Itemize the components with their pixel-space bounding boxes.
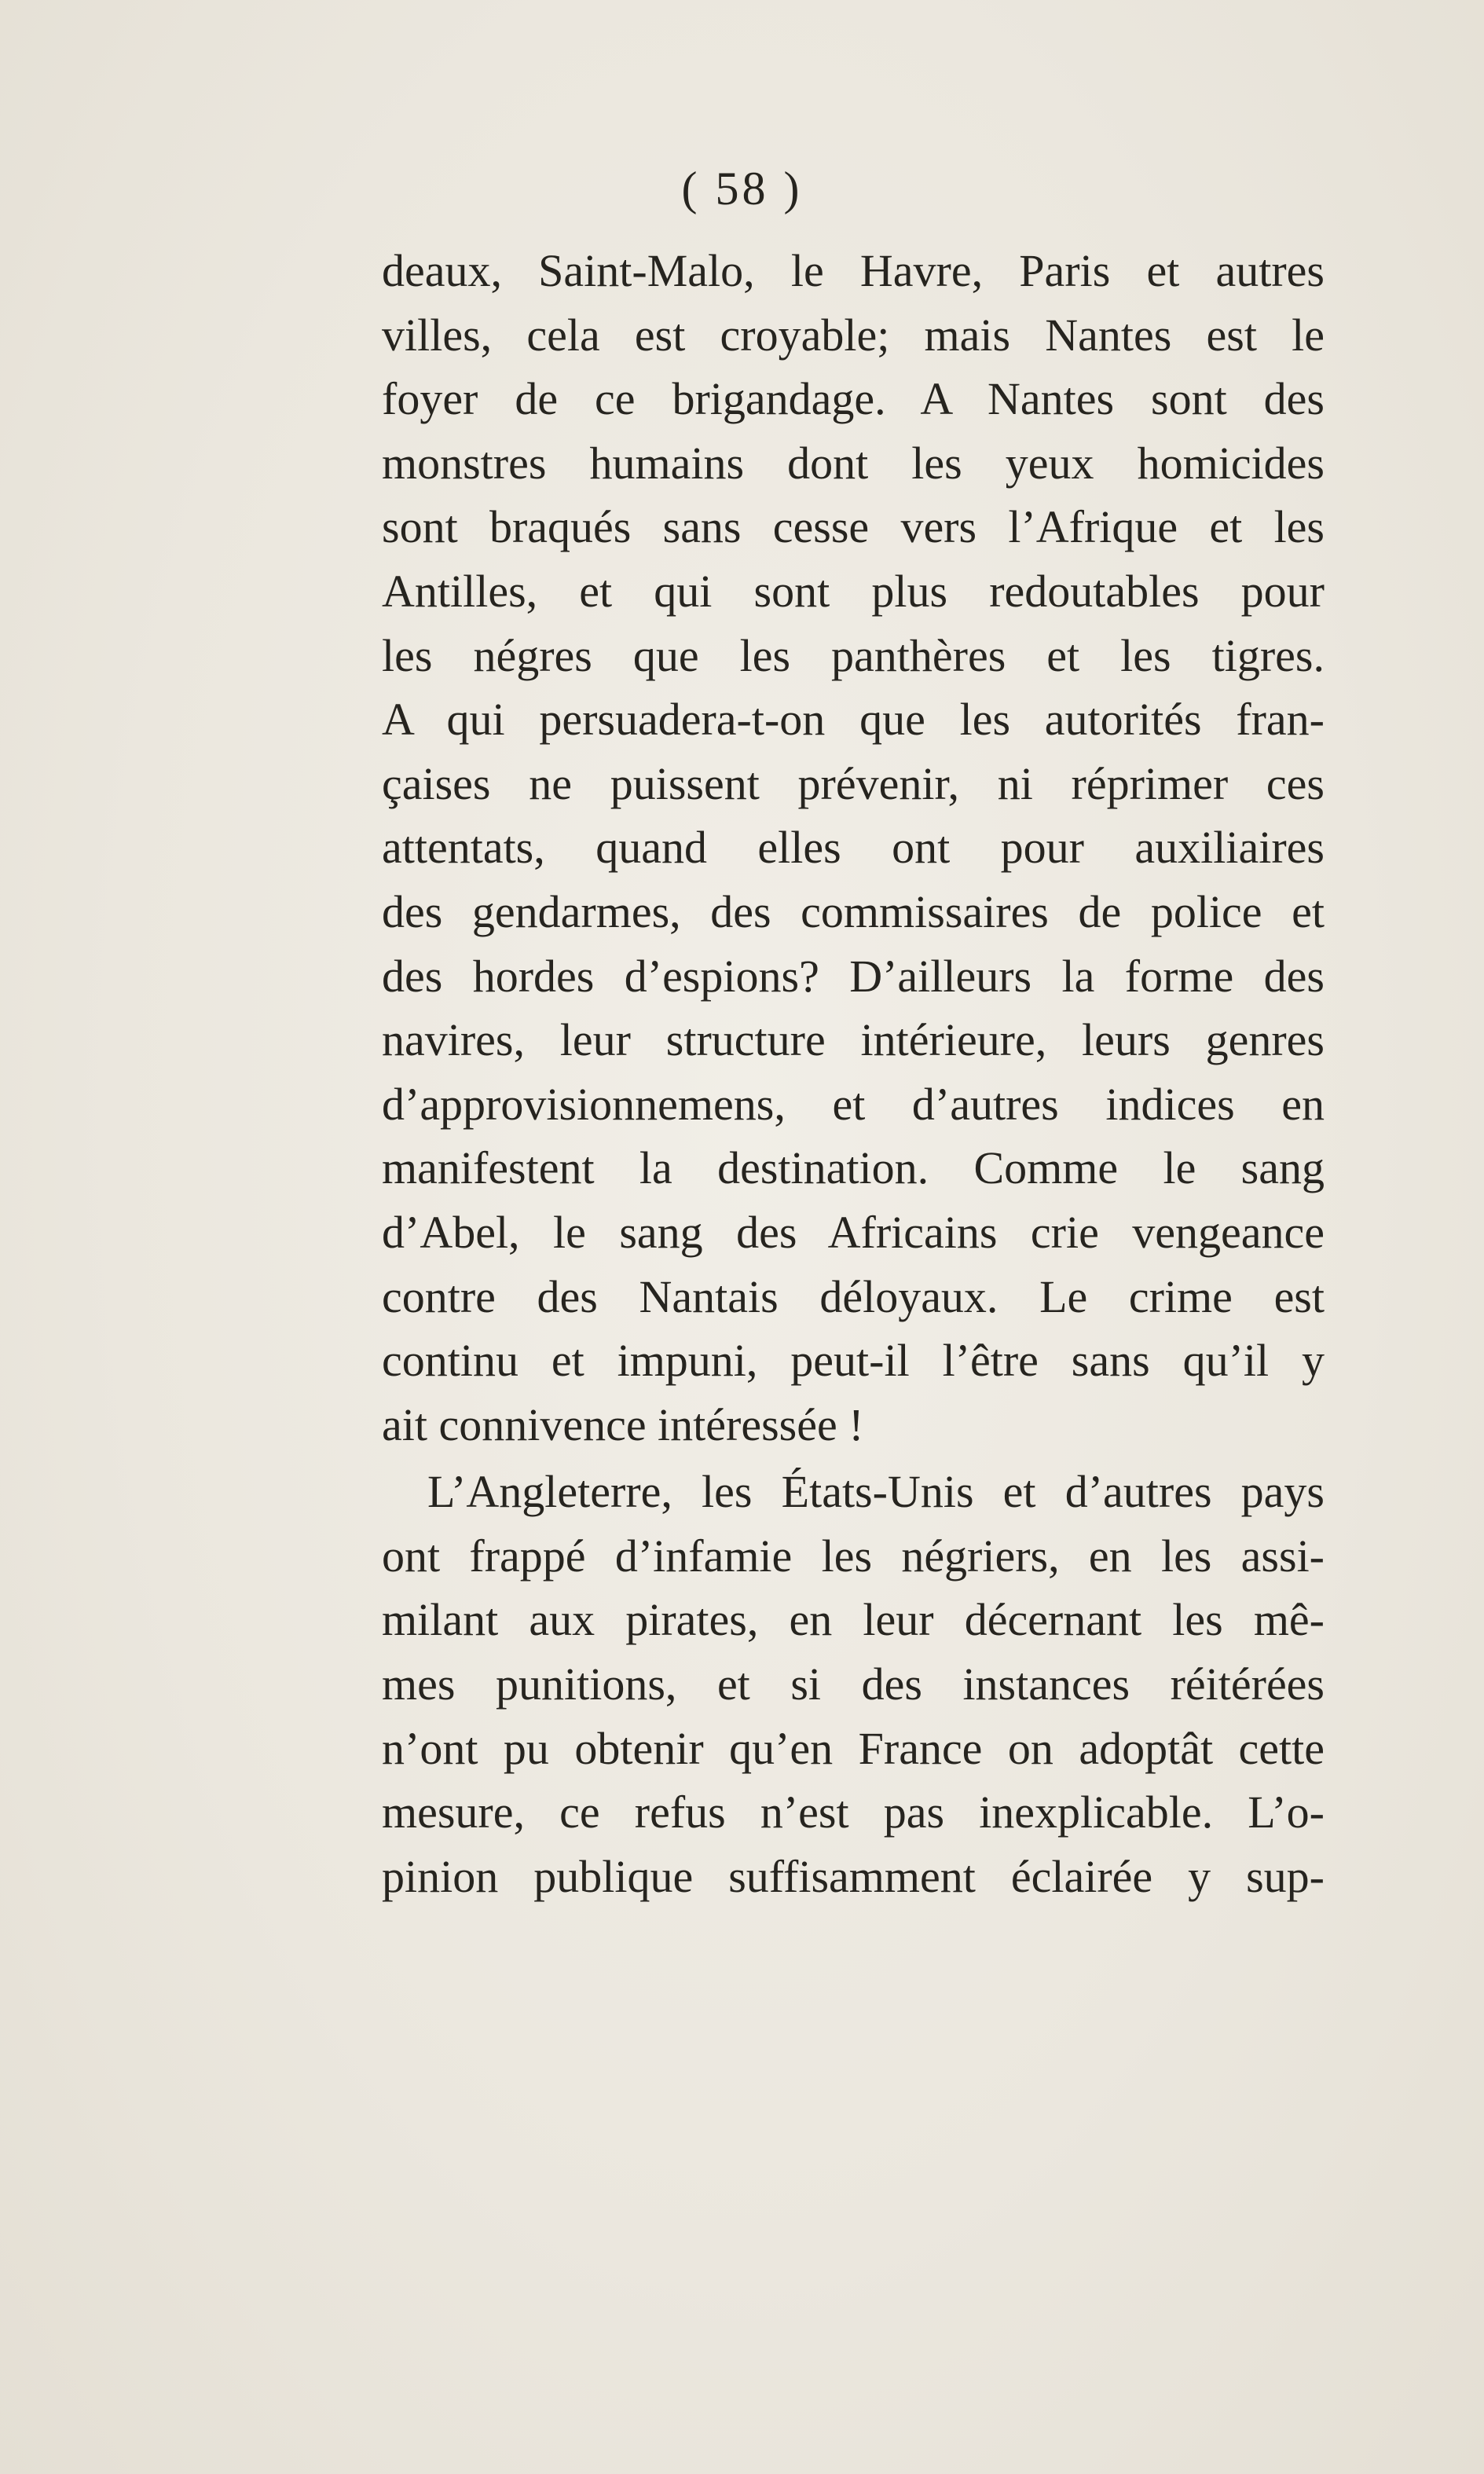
text-line: monstres humains dont les yeux homicides	[382, 437, 1325, 489]
text-line: n’ont pu obtenir qu’en France on adoptât cette	[382, 1722, 1325, 1774]
page-number: ( 58 )	[681, 163, 803, 214]
paragraph-2	[382, 1460, 1325, 1908]
text-line: d’approvisionnemens, et d’autres indices en	[382, 1078, 1325, 1130]
text-line: deaux, Saint-Malo, le Havre, Paris et autres	[382, 245, 1325, 296]
text-line: les négres que les panthères et les tigres.	[382, 629, 1325, 681]
text-line: Antilles, et qui sont plus redoutables pour	[382, 565, 1325, 617]
text-line: contre des Nantais déloyaux. Le crime est	[382, 1270, 1325, 1322]
text-line: continu et impuni, peut-il l’être sans qu’il y	[382, 1335, 1325, 1387]
text-line: des gendarmes, des commissaires de police et	[382, 885, 1325, 937]
text-line: manifestent la destination. Comme le sang	[382, 1142, 1325, 1194]
text-line: milant aux pirates, en leur décernant les mê-	[382, 1594, 1325, 1646]
paragraph-1	[382, 239, 1325, 1457]
text-line: L’Angleterre, les États-Unis et d’autres pays	[427, 1466, 1325, 1518]
text-line: A qui persuadera-t-on que les autorités fran-	[382, 694, 1325, 746]
text-line: navires, leur structure intérieure, leurs genres	[382, 1014, 1325, 1066]
text-line: foyer de ce brigandage. A Nantes sont des	[382, 373, 1325, 425]
body-text	[382, 239, 1325, 1908]
text-line: ont frappé d’infamie les négriers, en les assi-	[382, 1530, 1325, 1582]
text-line: des hordes d’espions? D’ailleurs la forme des	[382, 950, 1325, 1002]
text-line: mesure, ce refus n’est pas inexplicable. L’o-	[382, 1787, 1325, 1838]
text-line: çaises ne puissent prévenir, ni réprimer ces	[382, 757, 1325, 809]
text-line: attentats, quand elles ont pour auxiliaires	[382, 822, 1325, 874]
text-line: ait connivence intéressée !	[382, 1398, 864, 1450]
text-line: d’Abel, le sang des Africains crie vengeance	[382, 1206, 1325, 1258]
text-line: mes punitions, et si des instances réitérées	[382, 1658, 1325, 1710]
text-line: villes, cela est croyable; mais Nantes est le	[382, 309, 1325, 361]
text-line: sont braqués sans cesse vers l’Afrique et les	[382, 501, 1325, 553]
text-line: pinion publique suffisamment éclairée y sup-	[382, 1850, 1325, 1902]
